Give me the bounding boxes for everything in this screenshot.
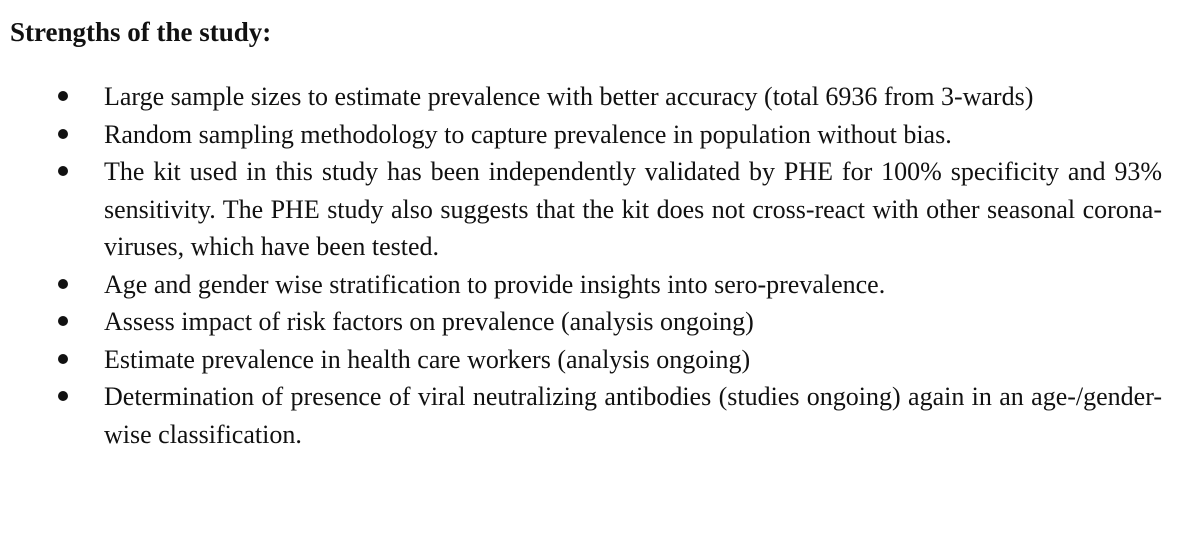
list-item [0, 303, 1162, 341]
strengths-list [0, 78, 1200, 453]
list-item-text: Random sampling methodology to capture prevalence in population without bias. [104, 119, 952, 149]
bullet-icon [58, 279, 68, 289]
list-item [0, 266, 1162, 304]
bullet-icon [58, 354, 68, 364]
list-item-text: The kit used in this study has been independently validated by PHE for 100% specificity and 93% sensitivity. The PHE study also suggests that the kit does not cross-react with other seasonal corona-viruses, which have been tested. [104, 157, 1162, 261]
bullet-icon [58, 129, 68, 139]
bullet-icon [58, 316, 68, 326]
list-item-text: Estimate prevalence in health care workers (analysis ongoing) [104, 344, 751, 374]
list-item-text: Determination of presence of viral neutralizing antibodies (studies ongoing) again in an age-/gender-wise classification. [104, 382, 1162, 449]
list-item-text: Age and gender wise stratification to provide insights into sero-prevalence. [104, 269, 886, 299]
list-item [0, 153, 1162, 266]
bullet-icon [58, 391, 68, 401]
list-item [0, 116, 1162, 154]
bullet-icon [58, 91, 68, 101]
list-item [0, 78, 1162, 116]
section-heading: Strengths of the study: [10, 17, 272, 47]
list-item-text: Assess impact of risk factors on prevalence (analysis ongoing) [104, 307, 754, 336]
list-item [0, 341, 1162, 379]
bullet-icon [58, 166, 68, 176]
list-item-text: Large sample sizes to estimate prevalence with better accuracy (total 6936 from 3-wards) [104, 82, 1034, 111]
list-item [0, 378, 1162, 453]
